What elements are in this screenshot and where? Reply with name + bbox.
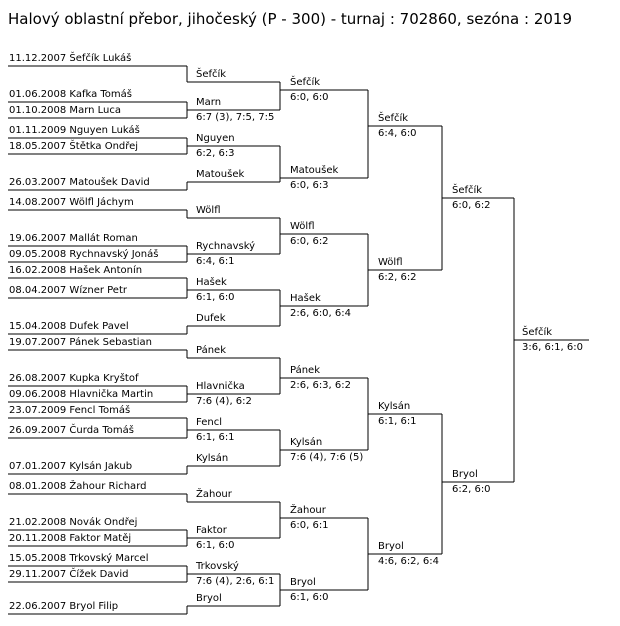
player-entry: 09.06.2008 Hlavnička Martin	[9, 389, 154, 400]
player-entry: 26.09.2007 Čurda Tomáš	[9, 425, 134, 436]
r4-match-score: 6:2, 6:2	[378, 272, 417, 283]
r3-match-score: 6:0, 6:2	[290, 236, 329, 247]
r4-player-name: Wölfl	[378, 257, 403, 268]
r3-match-score: 2:6, 6:3, 6:2	[290, 380, 351, 391]
player-entry: 23.07.2009 Fencl Tomáš	[9, 405, 131, 416]
player-entry: 11.12.2007 Šefčík Lukáš	[9, 53, 132, 64]
r2-player-name: Dufek	[196, 313, 226, 324]
player-entry: 01.06.2008 Kafka Tomáš	[9, 89, 132, 100]
r2-match-score: 6:1, 6:1	[196, 432, 235, 443]
r2-player-name: Žahour	[196, 489, 232, 500]
r2-match-score: 6:7 (3), 7:5, 7:5	[196, 112, 275, 123]
player-entry: 19.07.2007 Pánek Sebastian	[9, 337, 152, 348]
r3-player-name: Wölfl	[290, 221, 315, 232]
r3-match-score: 6:1, 6:0	[290, 592, 329, 603]
player-entry: 26.03.2007 Matoušek David	[9, 177, 150, 188]
player-entry: 22.06.2007 Bryol Filip	[9, 601, 119, 612]
r3-match-score: 6:0, 6:1	[290, 520, 329, 531]
r2-player-name: Pánek	[196, 345, 226, 356]
player-entry: 29.11.2007 Čížek David	[9, 569, 129, 580]
player-entry: 01.11.2009 Nguyen Lukáš	[9, 125, 140, 136]
r2-player-name: Nguyen	[196, 133, 235, 144]
r2-player-name: Fencl	[196, 417, 222, 428]
winner-name: Šefčík	[522, 327, 553, 338]
r4-match-score: 4:6, 6:2, 6:4	[378, 556, 439, 567]
page-title: Halový oblastní přebor, jihočeský (P - 300) - turnaj : 702860, sezóna : 2019	[8, 10, 573, 28]
player-entry: 21.02.2008 Novák Ondřej	[9, 517, 138, 528]
r2-player-name: Faktor	[196, 525, 227, 536]
player-entry: 08.01.2008 Žahour Richard	[9, 481, 147, 492]
r2-match-score: 6:4, 6:1	[196, 256, 235, 267]
r3-match-score: 6:0, 6:3	[290, 180, 329, 191]
r2-player-name: Hlavnička	[196, 381, 245, 392]
r2-match-score: 6:1, 6:0	[196, 292, 235, 303]
player-entry: 20.11.2008 Faktor Matěj	[9, 533, 132, 544]
r3-match-score: 7:6 (4), 7:6 (5)	[290, 452, 364, 463]
r3-player-name: Matoušek	[290, 165, 339, 176]
r4-player-name: Šefčík	[378, 113, 409, 124]
r3-player-name: Šefčík	[290, 77, 321, 88]
player-entry: 18.05.2007 Štětka Ondřej	[9, 141, 139, 152]
r3-player-name: Hašek	[290, 293, 321, 304]
r2-match-score: 7:6 (4), 2:6, 6:1	[196, 576, 275, 587]
player-entry: 01.10.2008 Marn Luca	[9, 105, 122, 116]
r2-player-name: Šefčík	[196, 69, 227, 80]
r2-player-name: Trkovský	[196, 561, 239, 572]
player-entry: 07.01.2007 Kylsán Jakub	[9, 461, 133, 472]
r4-player-name: Bryol	[378, 541, 404, 552]
player-entry: 08.04.2007 Wízner Petr	[9, 285, 127, 296]
r2-player-name: Marn	[196, 97, 222, 108]
r4-match-score: 6:1, 6:1	[378, 416, 417, 427]
player-entry: 15.04.2008 Dufek Pavel	[9, 321, 129, 332]
r2-player-name: Wölfl	[196, 205, 221, 216]
r2-match-score: 7:6 (4), 6:2	[196, 396, 252, 407]
r2-player-name: Bryol	[196, 593, 222, 604]
r5-match-score: 6:2, 6:0	[452, 484, 491, 495]
player-entry: 19.06.2007 Mallát Roman	[9, 233, 138, 244]
player-entry: 16.02.2008 Hašek Antonín	[9, 265, 143, 276]
r2-match-score: 6:2, 6:3	[196, 148, 235, 159]
r5-player-name: Bryol	[452, 469, 478, 480]
r2-player-name: Hašek	[196, 277, 227, 288]
r4-match-score: 6:4, 6:0	[378, 128, 417, 139]
r5-match-score: 6:0, 6:2	[452, 200, 491, 211]
r2-player-name: Matoušek	[196, 169, 245, 180]
r2-player-name: Rychnavský	[196, 241, 256, 252]
player-entry: 09.05.2008 Rychnavský Jonáš	[9, 249, 159, 260]
r3-player-name: Bryol	[290, 577, 316, 588]
r5-player-name: Šefčík	[452, 185, 483, 196]
r2-player-name: Kylsán	[196, 453, 229, 464]
player-entry: 15.05.2008 Trkovský Marcel	[9, 553, 149, 564]
r3-match-score: 2:6, 6:0, 6:4	[290, 308, 351, 319]
final-score: 3:6, 6:1, 6:0	[522, 342, 583, 353]
r4-player-name: Kylsán	[378, 401, 411, 412]
player-entry: 14.08.2007 Wölfl Jáchym	[9, 197, 134, 208]
r2-match-score: 6:1, 6:0	[196, 540, 235, 551]
r3-player-name: Pánek	[290, 365, 320, 376]
r3-player-name: Kylsán	[290, 437, 323, 448]
r3-match-score: 6:0, 6:0	[290, 92, 329, 103]
r3-player-name: Žahour	[290, 505, 326, 516]
player-entry: 26.08.2007 Kupka Kryštof	[9, 373, 139, 384]
